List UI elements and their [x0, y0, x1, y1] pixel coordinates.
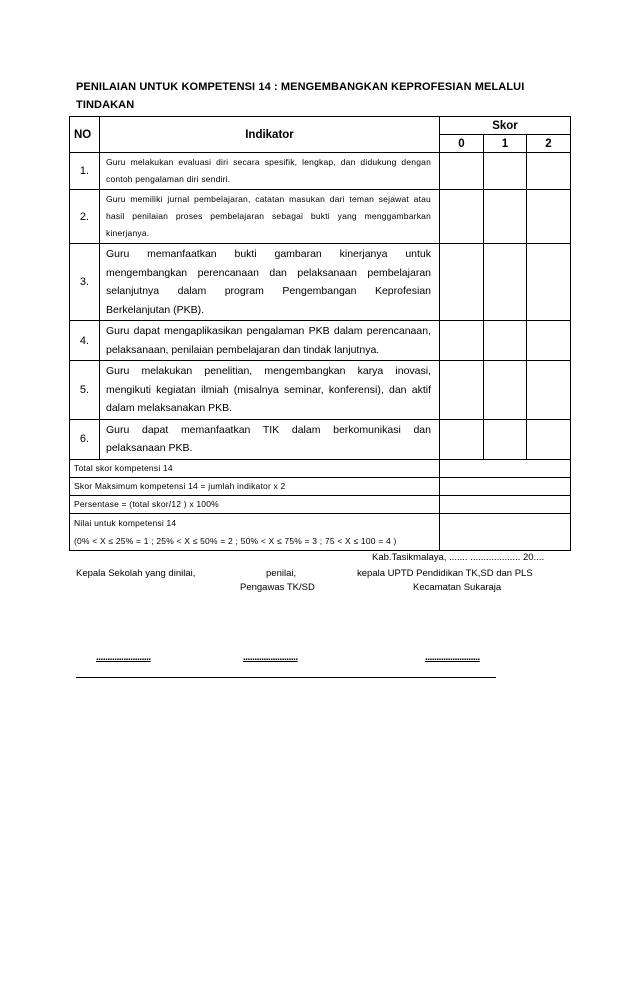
final-score-range: (0% < X ≤ 25% = 1 ; 25% < X ≤ 50% = 2 ; 50% < X ≤ 75% = 3 ; 75 < X ≤ 100 = 4 )	[74, 535, 397, 546]
score-cell[interactable]	[484, 419, 527, 459]
indicator-text: Guru memanfaatkan bukti gambaran kinerjanya untuk mengembangkan perencanaan dan pelaksanaan pembelajaran selanjutnya dalam program Pengembangan Keprofesian Berkelanjutan (PKB).	[100, 244, 440, 321]
indicator-text: Guru dapat mengaplikasikan pengalaman PKB dalam perencanaan, pelaksanaan, penilaian pembelajaran dan tindak lanjutnya.	[100, 321, 440, 361]
score-header-2: 2	[527, 135, 571, 153]
page-title: PENILAIAN UNTUK KOMPETENSI 14 : MENGEMBANGKAN KEPROFESIAN MELALUI TINDAKAN	[76, 81, 525, 111]
column-header-skor: Skor	[440, 117, 571, 135]
score-cell[interactable]	[484, 190, 527, 244]
score-cell[interactable]	[527, 153, 571, 190]
score-header-0: 0	[440, 135, 484, 153]
final-score-title: Nilai untuk kompetensi 14	[74, 517, 177, 528]
score-cell[interactable]	[527, 190, 571, 244]
signature-line-penilai: ........................	[243, 652, 298, 663]
indicator-text: Guru dapat memanfaatkan TIK dalam berkomunikasi dan pelaksanaan PKB.	[100, 419, 440, 459]
signature-line-kepala-sekolah: ........................	[96, 652, 151, 663]
total-value-cell[interactable]	[440, 459, 571, 477]
table-row	[70, 419, 571, 459]
row-number: 3.	[70, 244, 100, 321]
final-score-row	[70, 513, 571, 550]
column-header-indikator: Indikator	[100, 117, 440, 153]
row-number: 5.	[70, 361, 100, 420]
score-cell[interactable]	[440, 153, 484, 190]
total-row	[70, 459, 571, 477]
score-cell[interactable]	[440, 361, 484, 420]
place-date: Kab.Tasikmalaya, ....... ................... 20....	[372, 552, 545, 563]
table-row	[70, 190, 571, 244]
row-number: 4.	[70, 321, 100, 361]
total-label: Total skor kompetensi 14	[70, 459, 440, 477]
table-row	[70, 244, 571, 321]
table-row	[70, 321, 571, 361]
signatory-kepala-uptd: kepala UPTD Pendidikan TK,SD dan PLS	[357, 568, 533, 579]
row-number: 6.	[70, 419, 100, 459]
score-cell[interactable]	[527, 361, 571, 420]
signatory-kepala-sekolah: Kepala Sekolah yang dinilai,	[76, 568, 196, 579]
score-cell[interactable]	[440, 321, 484, 361]
score-cell[interactable]	[484, 153, 527, 190]
signatory-kecamatan: Kecamatan Sukaraja	[413, 582, 502, 593]
table-row	[70, 153, 571, 190]
row-number: 1.	[70, 153, 100, 190]
indicator-text: Guru memiliki jurnal pembelajaran, catatan masukan dari teman sejawat atau hasil penilaian proses pembelajaran sebagai bukti yang menggambarkan kinerjanya.	[100, 190, 440, 244]
maximum-value-cell[interactable]	[440, 477, 571, 495]
column-header-no: NO	[70, 117, 100, 153]
row-number: 2.	[70, 190, 100, 244]
score-cell[interactable]	[484, 244, 527, 321]
score-cell[interactable]	[527, 419, 571, 459]
score-cell[interactable]	[484, 361, 527, 420]
indicator-text: Guru melakukan penelitian, mengembangkan karya inovasi, mengikuti kegiatan ilmiah (misalnya seminar, konferensi), dan aktif dalam melaksanakan PKB.	[100, 361, 440, 420]
score-cell[interactable]	[440, 419, 484, 459]
score-cell[interactable]	[527, 244, 571, 321]
score-header-1: 1	[484, 135, 527, 153]
table-row	[70, 361, 571, 420]
final-score-label	[70, 513, 440, 550]
maximum-row	[70, 477, 571, 495]
maximum-label: Skor Maksimum kompetensi 14 = jumlah indikator x 2	[70, 477, 440, 495]
signatory-penilai: penilai,	[266, 568, 297, 579]
percentage-value-cell[interactable]	[440, 495, 571, 513]
signatory-pengawas: Pengawas TK/SD	[240, 582, 315, 593]
indicator-text: Guru melakukan evaluasi diri secara spesifik, lengkap, dan didukung dengan contoh pengalaman diri sendiri.	[100, 153, 440, 190]
score-cell[interactable]	[440, 244, 484, 321]
final-score-value-cell[interactable]	[440, 513, 571, 550]
percentage-row	[70, 495, 571, 513]
score-cell[interactable]	[440, 190, 484, 244]
assessment-table	[69, 116, 571, 551]
horizontal-divider	[76, 677, 496, 678]
percentage-label: Persentase = (total skor/12 ) x 100%	[70, 495, 440, 513]
signature-line-kepala-uptd: ........................	[425, 652, 480, 663]
score-cell[interactable]	[484, 321, 527, 361]
score-cell[interactable]	[527, 321, 571, 361]
table-header-row	[70, 117, 571, 135]
